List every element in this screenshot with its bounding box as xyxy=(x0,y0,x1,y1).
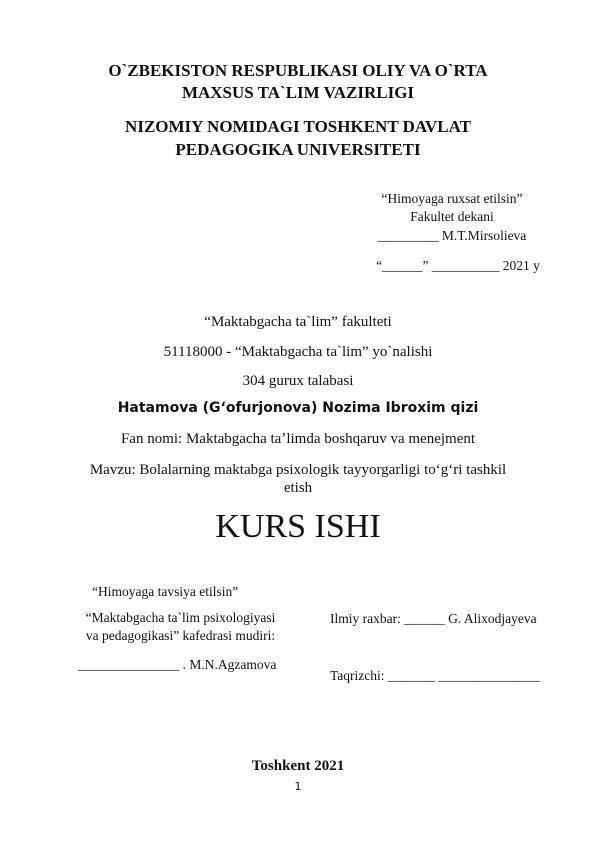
student-name: Hatamova (Gʻofurjonova) Nozima Ibroxim qizi xyxy=(117,400,479,416)
document-title: KURS ISHI xyxy=(215,508,381,545)
group-line: 304 gurux talabasi xyxy=(242,373,354,389)
recommend-label: “Himoyaga tavsiya etilsin” xyxy=(92,584,239,599)
direction-line: 51118000 - “Maktabgacha ta`lim” yo`nalishi xyxy=(163,344,433,360)
department-line-1: “Maktabgacha ta`lim psixologiyasi xyxy=(85,610,276,625)
university-line-2: PEDAGOGIKA UNIVERSITETI xyxy=(175,140,421,159)
faculty-line: “Maktabgacha ta`lim” fakulteti xyxy=(204,314,392,330)
department-line-2: va pedagogikasi” kafedrasi mudiri: xyxy=(85,628,276,643)
subject-line: Fan nomi: Maktabgacha taʼlimda boshqaruv va menejment xyxy=(120,431,476,447)
university-line-1: NIZOMIY NOMIDAGI TOSHKENT DAVLAT xyxy=(125,117,471,136)
ministry-line-2: MAXSUS TA`LIM VAZIRLIGI xyxy=(181,83,415,102)
topic-line-2: etish xyxy=(283,480,313,496)
topic-line-1: Mavzu: Bolalarning maktabga psixologik tayyorgarligi toʻgʻri tashkil xyxy=(89,462,507,478)
head-signature: _______________ . M.N.Agzamova xyxy=(78,657,277,672)
approval-signature: _________ M.T.Mirsolieva xyxy=(377,228,527,243)
approval-dean: Fakultet dekani xyxy=(410,209,494,224)
city-year: Toshkent 2021 xyxy=(251,758,345,774)
supervisor-line: Ilmiy raxbar: ______ G. Alixodjayeva xyxy=(330,611,537,626)
page-number: 1 xyxy=(294,780,302,793)
approval-date: “______” __________ 2021 y xyxy=(376,258,540,273)
approval-permit: “Himoyaga ruxsat etilsin” xyxy=(381,191,523,206)
reviewer-line: Taqrizchi: _______ _______________ xyxy=(330,668,540,683)
ministry-line-1: O`ZBEKISTON RESPUBLIKASI OLIY VA O`RTA xyxy=(108,61,488,80)
